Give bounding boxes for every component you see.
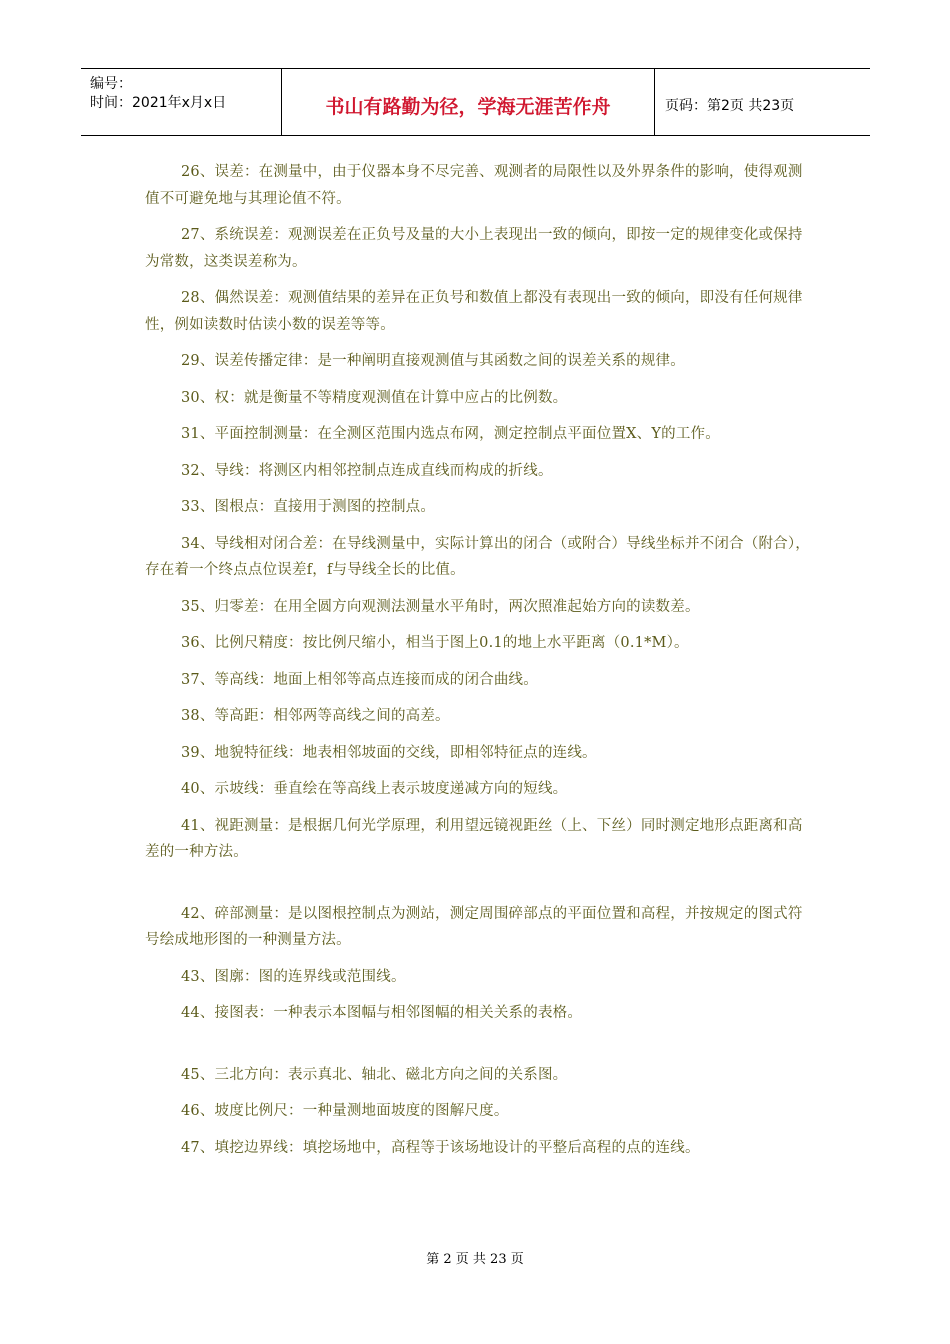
page-header xyxy=(81,68,870,136)
entry-47: 47、填挖边界线：填挖场地中，高程等于该场地设计的平整后高程的点的连线。 xyxy=(181,1139,700,1156)
entry-34: 34、导线相对闭合差：在导线测量中，实际计算出的闭合（或附合）导线坐标并不闭合（附合），存在着一个终点点位误差f，f与导线全长的比值。 xyxy=(145,535,810,578)
header-motto-cell xyxy=(281,69,655,135)
entry-41: 41、视距测量：是根据几何光学原理，利用望远镜视距丝（上、下丝）同时测定地形点距离和高差的一种方法。 xyxy=(145,817,803,860)
entry-44: 44、接图表：一种表示本图幅与相邻图幅的相关关系的表格。 xyxy=(181,1005,583,1021)
entry-33: 33、图根点：直接用于测图的控制点。 xyxy=(181,499,436,515)
entry-27: 27、系统误差：观测误差在正负号及量的大小上表现出一致的倾向，即按一定的规律变化或保持为常数，这类误差称为。 xyxy=(145,227,803,270)
entry-28: 28、偶然误差：观测值结果的差异在正负号和数值上都没有表现出一致的倾向，即没有任何规律性，例如读数时估读小数的误差等等。 xyxy=(145,290,803,333)
entry-40: 40、示坡线：垂直绘在等高线上表示坡度递减方向的短线。 xyxy=(181,781,568,797)
entry-29: 29、误差传播定律：是一种阐明直接观测值与其函数之间的误差关系的规律。 xyxy=(181,353,685,369)
entry-37: 37、等高线：地面上相邻等高点连接而成的闭合曲线。 xyxy=(181,671,538,688)
entry-32: 32、导线：将测区内相邻控制点连成直线而构成的折线。 xyxy=(181,462,553,479)
entry-38: 38、等高距：相邻两等高线之间的高差。 xyxy=(181,708,450,724)
entry-36: 36、比例尺精度：按比例尺缩小，相当于图上0.1的地上水平距离（0.1*M）。 xyxy=(181,635,689,651)
header-info-cell xyxy=(81,69,281,135)
entry-46: 46、坡度比例尺：一种量测地面坡度的图解尺度。 xyxy=(181,1103,509,1119)
document-body xyxy=(145,159,815,1161)
entry-39: 39、地貌特征线：地表相邻坡面的交线，即相邻特征点的连线。 xyxy=(181,744,597,761)
page-footer: 第 2 页 共 23 页 xyxy=(426,1252,524,1267)
header-page-cell xyxy=(655,69,870,135)
entry-43: 43、图廓：图的连界线或范围线。 xyxy=(181,968,406,985)
entry-35: 35、归零差：在用全圆方向观测法测量水平角时，两次照准起始方向的读数差。 xyxy=(181,598,700,615)
entry-31: 31、平面控制测量：在全测区范围内选点布网，测定控制点平面位置X、Y的工作。 xyxy=(181,426,720,442)
entry-30: 30、权：就是衡量不等精度观测值在计算中应占的比例数。 xyxy=(181,389,568,406)
motto-text: 书山有路勤为径，学海无涯苦作舟 xyxy=(325,96,611,118)
entry-45: 45、三北方向：表示真北、轴北、磁北方向之间的关系图。 xyxy=(181,1066,568,1083)
date-label: 时间：2021年x月x日 xyxy=(90,95,227,111)
entry-26: 26、误差：在测量中，由于仪器本身不尽完善、观测者的局限性以及外界条件的影响，使得观测值不可避免地与其理论值不符。 xyxy=(145,164,803,207)
page-code: 页码：第2页 共23页 xyxy=(665,98,795,114)
number-label: 编号： xyxy=(90,76,132,92)
entry-42: 42、碎部测量：是以图根控制点为测站，测定周围碎部点的平面位置和高程，并按规定的图式符号绘成地形图的一种测量方法。 xyxy=(145,905,803,948)
